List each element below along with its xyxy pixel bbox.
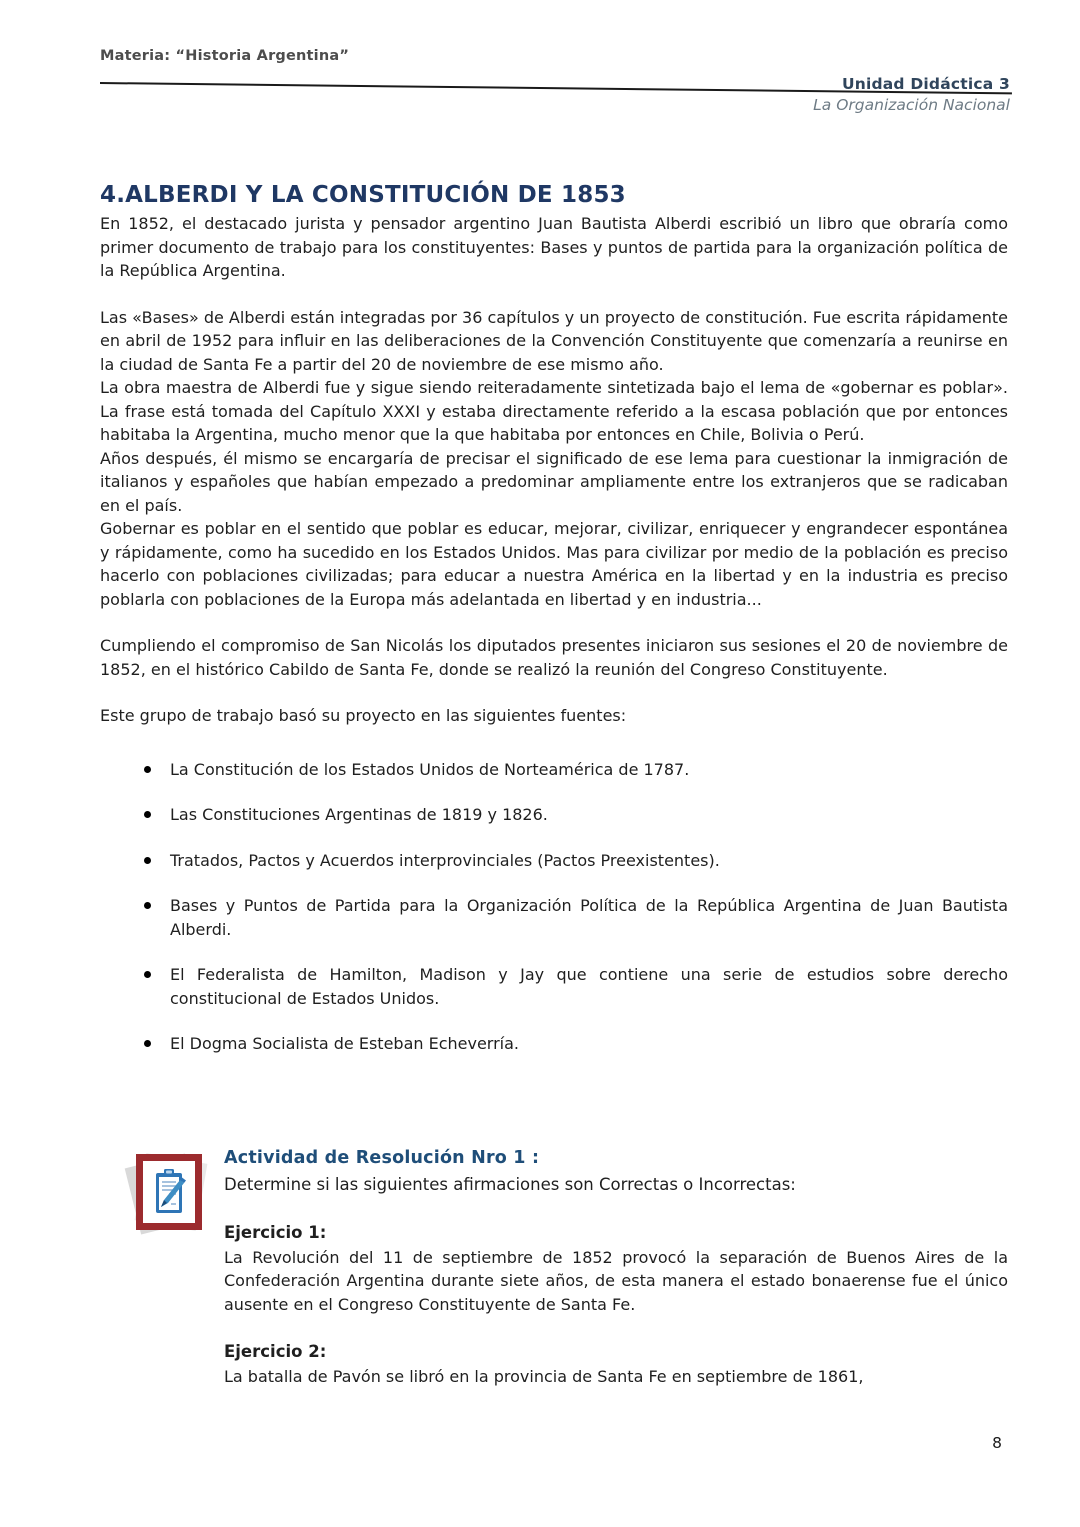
- bullet-icon: [144, 1040, 151, 1047]
- paragraph: Las «Bases» de Alberdi están integradas por 36 capítulos y un proyecto de constitución. Fue escrita rápidamente en abril de 1952 para influir en las deliberaciones de la Convención Constituyente que comenzaría a reunirse en la ciudad de Santa Fe a partir del 20 de noviembre de ese mismo año.: [100, 307, 1008, 374]
- activity-title: Actividad de Resolución Nro 1 :: [224, 1147, 540, 1168]
- list-item-text: Tratados, Pactos y Acuerdos interprovinciales (Pactos Preexistentes).: [170, 850, 720, 870]
- sources-list: [100, 758, 1008, 1056]
- paragraph: La obra maestra de Alberdi fue y sigue siendo reiteradamente sintetizada bajo el lema de «gobernar es poblar». La frase está tomada del Capítulo XXXI y estaba directamente referido a la escasa población que por entonces habitaba la Argentina, mucho menor que la que habitaba por entonces en Chile, Bolivia o Perú.: [100, 378, 1008, 444]
- list-item: [100, 803, 1008, 827]
- activity-section: [100, 1148, 1008, 1389]
- list-item-text: El Dogma Socialista de Esteban Echeverría.: [170, 1034, 520, 1053]
- page-number: 8: [992, 1434, 1002, 1452]
- icon-frame: [136, 1154, 202, 1230]
- list-item-text: El Federalista de Hamilton, Madison y Jay que contiene una serie de estudios sobre derecho constitucional de Estados Unidos.: [170, 965, 1008, 1008]
- list-item: [100, 963, 1008, 1010]
- list-item-text: La Constitución de los Estados Unidos de Norteamérica de 1787.: [170, 759, 690, 779]
- header-right: [813, 75, 1010, 114]
- bullet-icon: [144, 811, 151, 818]
- clipboard-pencil-icon: [128, 1148, 224, 1244]
- paragraph: Años después, él mismo se encargaría de precisar el significado de ese lema para cuestionar la inmigración de italianos y españoles que habían empezado a predominar ampliamente entre los extranjeros que se radicaban en el país.: [100, 448, 1008, 515]
- section-title: 4.ALBERDI Y LA CONSTITUCIÓN DE 1853: [100, 182, 626, 208]
- bullet-icon: [144, 766, 151, 773]
- bullet-icon: [144, 902, 151, 909]
- course-label: Materia: “Historia Argentina”: [100, 48, 350, 64]
- list-item-text: Las Constituciones Argentinas de 1819 y 1826.: [170, 805, 548, 824]
- activity-subtitle: Determine si las siguientes afirmaciones son Correctas o Incorrectas:: [224, 1174, 796, 1194]
- bullet-icon: [144, 971, 151, 978]
- list-item: [100, 758, 1008, 782]
- exercise-label: Ejercicio 2:: [224, 1342, 327, 1361]
- paragraph: Cumpliendo el compromiso de San Nicolás los diputados presentes iniciaron sus sesiones el 20 de noviembre de 1852, en el histórico Cabildo de Santa Fe, donde se realizó la reunión del Congreso Constituyente.: [100, 636, 1008, 679]
- paragraph: Gobernar es poblar en el sentido que poblar es educar, mejorar, civilizar, enriquecer y engrandecer espontánea y rápidamente, como ha sucedido en los Estados Unidos. Mas para civilizar por medio de la población es preciso hacerlo con poblaciones civilizadas; para educar a nuestra América en la libertad y en la industria es preciso poblarla con poblaciones de la Europa más adelantada en libertad y en industria...: [100, 519, 1008, 609]
- paragraph: En 1852, el destacado jurista y pensador argentino Juan Bautista Alberdi escribió un libro que obraría como primer documento de trabajo para los constituyentes: Bases y puntos de partida para la organización política de la República Argentina.: [100, 214, 1008, 280]
- activity-text: [224, 1148, 1008, 1389]
- exercise-text: La batalla de Pavón se libró en la provincia de Santa Fe en septiembre de 1861,: [224, 1367, 864, 1386]
- list-item-text: Bases y Puntos de Partida para la Organización Política de la República Argentina de Juan Bautista Alberdi.: [170, 896, 1008, 939]
- exercise-label: Ejercicio 1:: [224, 1222, 327, 1242]
- exercise-1: [224, 1223, 1008, 1317]
- bullet-icon: [144, 857, 151, 864]
- exercise-text: La Revolución del 11 de septiembre de 1852 provocó la separación de Buenos Aires de la Confederación Argentina durante siete años, de esta manera el estado bonaerense fue el único ausente en el Congreso Constituyente de Santa Fe.: [224, 1247, 1008, 1314]
- unit-title: Unidad Didáctica 3: [841, 75, 1010, 93]
- exercise-2: [224, 1342, 1008, 1389]
- list-item: [100, 849, 1008, 873]
- list-item: [100, 1032, 1008, 1056]
- body-copy: [100, 212, 1008, 728]
- clipboard-pencil-glyph: [149, 1167, 189, 1217]
- list-item: [100, 894, 1008, 941]
- page-header: [100, 48, 1008, 134]
- paragraph: Este grupo de trabajo basó su proyecto en las siguientes fuentes:: [100, 706, 627, 725]
- unit-subtitle: La Organización Nacional: [813, 96, 1010, 114]
